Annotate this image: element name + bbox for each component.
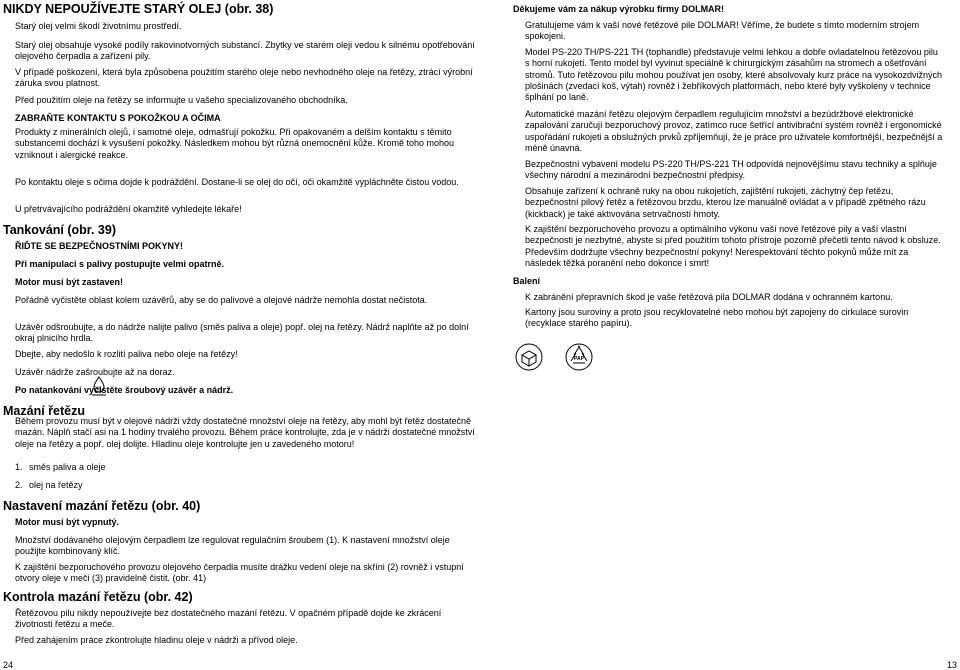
- list-text: směs paliva a oleje: [29, 462, 106, 472]
- intro-paragraph-1: Gratulujeme vám k vaší nové řetězové pile DOLMAR! Věříme, že budete s tímto moderním strojem spokojeni.: [525, 20, 920, 42]
- list-number: 1.: [15, 462, 23, 472]
- intro-paragraph-2: Model PS-220 TH/PS-221 TH (tophandle) představuje velmi lehkou a dobře ovladatelnou řetězovou pilu s horní rukojetí. Tento model byl vyvinut speciálně k chirurgickým zásahům na stromech a ošetřování stromů. Tuto řetězovou pilu mohou používat jen osoby, které absolvovaly kurz práce na vysokozdvižných plošinách (zvedací koš, výtah) rovněž i žebříkových platformách, nebo které byly vyškoleny v technice šplhání po laně.: [525, 47, 943, 103]
- refuel-safety-note: ŘIĎTE SE BEZPEČNOSTNÍMI POKYNY!: [15, 241, 184, 251]
- warning-paragraph-1: Produkty z minerálních olejů, i samotné oleje, odmašťují pokožku. Při opakovaném a delším kontaktu s těmito substancemi dochází k vysušení pokožky. Následkem mohou být různá onemocnění kůže. Kromě toho mohou vzniknout i alergické reakce.: [15, 127, 455, 160]
- packaging-paragraph-1: K zabránění přepravních škod je vaše řetězová pila DOLMAR dodána v ochranném kartonu.: [525, 292, 893, 302]
- page-number-left: 24: [3, 660, 14, 670]
- oil-paragraph-1: Starý olej velmi škodí životnímu prostředí.: [15, 21, 182, 31]
- list-item: [15, 480, 475, 491]
- refuel-caution-note: Při manipulaci s palivy postupujte velmi opatrně.: [15, 259, 225, 269]
- packaging-box-icon: [515, 343, 543, 371]
- heading-refueling: Tankování (obr. 39): [3, 223, 116, 237]
- setting-paragraph-2: K zajištění bezporuchového provozu olejového čerpadla musíte drážku vedení oleje na skříni (2) rovněž i vstupní otvory oleje v meči (3) pravidelně čistit. (obr. 41): [15, 562, 464, 584]
- page-number-right: 13: [946, 660, 957, 670]
- oil-paragraph-2: Starý olej obsahuje vysoké podíly rakovinotvorných substancí. Zbytky ve starém oleji vedou k silnému opotřebování olejového čerpadla a zařízení pily.: [15, 40, 475, 62]
- refuel-paragraph-1: Pořádně vyčistěte oblast kolem uzávěrů, aby se do palivové a olejové nádrže nemohla dostat nečistota.: [15, 295, 428, 305]
- oil-paragraph-3: V případě poškození, která byla způsobena použitím starého oleje nebo nevhodného oleje na řetězy, ztrácí výrobní záruka svou platnost.: [15, 67, 473, 89]
- list-item: [15, 462, 475, 473]
- warning-paragraph-2: Po kontaktu oleje s očima dojde k podráždění. Dostane-li se olej do očí, oči okamžitě vypláchněte čistou vodou.: [15, 177, 459, 187]
- warning-paragraph-3: U přetrvávajícího podráždění okamžitě vyhledejte lékaře!: [15, 204, 242, 214]
- heading-lubrication-setting: Nastavení mazání řetězu (obr. 40): [3, 499, 201, 513]
- intro-paragraph-3: Automatické mazání řetězu olejovým čerpadlem regulujícím množství a bezúdržbové elektronické zapalování zaručují bezporuchový provoz, zatímco ruce šetřící antivibrační systém rovněž i ergonomické uspořádání rukojeti a obslužných prvků zpříjemňují, že je práce pro uživatele komfortnější, bezpečnější a méně únavná.: [525, 109, 943, 153]
- intro-paragraph-4: Bezpečnostní vybavení modelu PS-220 TH/PS-221 TH odpovídá nejnovějšímu stavu techniky a splňuje všechny národní a mezinárodní bezpečnostní předpisy.: [525, 159, 937, 181]
- refuel-paragraph-2: Uzávěr odšroubujte, a do nádrže nalijte palivo (směs paliva a oleje) popř. olej na řetězy. Nádrž naplňte až po dolní okraj plnicího hrdla.: [15, 322, 469, 344]
- thanks-heading: Děkujeme vám za nákup výrobku firmy DOLMAR!: [513, 4, 725, 14]
- packaging-label: Balení: [513, 276, 541, 286]
- warning-heading: ZABRAŇTE KONTAKTU S POKOŽKOU A OČIMA: [15, 113, 221, 123]
- heading-lubrication-control: Kontrola mazání řetězu (obr. 42): [3, 590, 193, 604]
- oil-paragraph-4: Před použitím oleje na řetězy se informujte u vašeho specializovaného obchodníka.: [15, 95, 348, 105]
- setting-engine-note: Motor musí být vypnutý.: [15, 517, 120, 527]
- refuel-engine-note: Motor musí být zastaven!: [15, 277, 124, 287]
- control-paragraph-1: Řetězovou pilu nikdy nepoužívejte bez dostatečného mazání řetězu. V opačném případě dojde ke zkrácení životnosti řetězu a meče.: [15, 608, 442, 630]
- list-number: 2.: [15, 480, 23, 490]
- lubrication-paragraph: Během provozu musí být v olejové nádrži vždy dostatečné množství oleje na řetězy, aby mohl být řetěz dostatečně mazán. Náplň stačí asi na 1 hodiny trvalého provozu. Během práce kontrolujte, zda je v nádrži dostatečné množství oleje na řetězy a popř. olej dolijte. Hladinu oleje kontrolujte jen u zavedeného motoru!: [15, 416, 475, 449]
- recycling-icon: [565, 343, 593, 371]
- control-paragraph-2: Před zahájením práce zkontrolujte hladinu oleje v nádrži a přívod oleje.: [15, 635, 298, 645]
- refuel-paragraph-3: Dbejte, aby nedošlo k rozlití paliva nebo oleje na řetězy!: [15, 349, 238, 359]
- packaging-paragraph-2: Kartony jsou suroviny a proto jsou recyklovatelné nebo mohou být zapojeny do cirkulace surovin (recyklace starého papíru).: [525, 307, 909, 329]
- heading-old-oil: NIKDY NEPOUŽÍVEJTE STARÝ OLEJ (obr. 38): [3, 2, 274, 16]
- setting-paragraph-1: Množství dodávaného olejovým čerpadlem lze regulovat regulačním šroubem (1). K nastavení množství oleje použijte kombinovaný klíč.: [15, 535, 450, 557]
- list-text: olej na řetězy: [29, 480, 83, 490]
- refuel-clean-note: Po natankování vyčistěte šroubový uzávěr a nádrž.: [15, 385, 234, 395]
- heading-chain-lubrication: Mazání řetězu: [3, 404, 85, 418]
- intro-paragraph-6: K zajištění bezporuchového provozu a optimálního výkonu vaší nové řetězové pily a vaší vlastní bezpečnosti je nezbytné, abyste si před použitím tohoto přístroje pozorně přečetli tento návod k obsluze. Především dodržujte všechny bezpečnostní pokyny! Nerespektování těchto pokynů může mít za následek těžká poranění nebo dokonce i smrt!: [525, 224, 941, 268]
- refuel-paragraph-4: Uzávěr nádrže zašroubujte až na doraz.: [15, 367, 175, 377]
- recycling-label: PAP: [574, 356, 584, 362]
- oil-can-icon: [91, 376, 107, 396]
- intro-paragraph-5: Obsahuje zařízení k ochraně ruky na obou rukojetích, zajištění rukojeti, záchytný čep řetězu, bezpečnostní pilový řetěz a řetězovou brzdu, kterou lze manuálně ovládat a v případě zpětného rázu (kickback) je také aktivována setrvačností hmoty.: [525, 186, 926, 219]
